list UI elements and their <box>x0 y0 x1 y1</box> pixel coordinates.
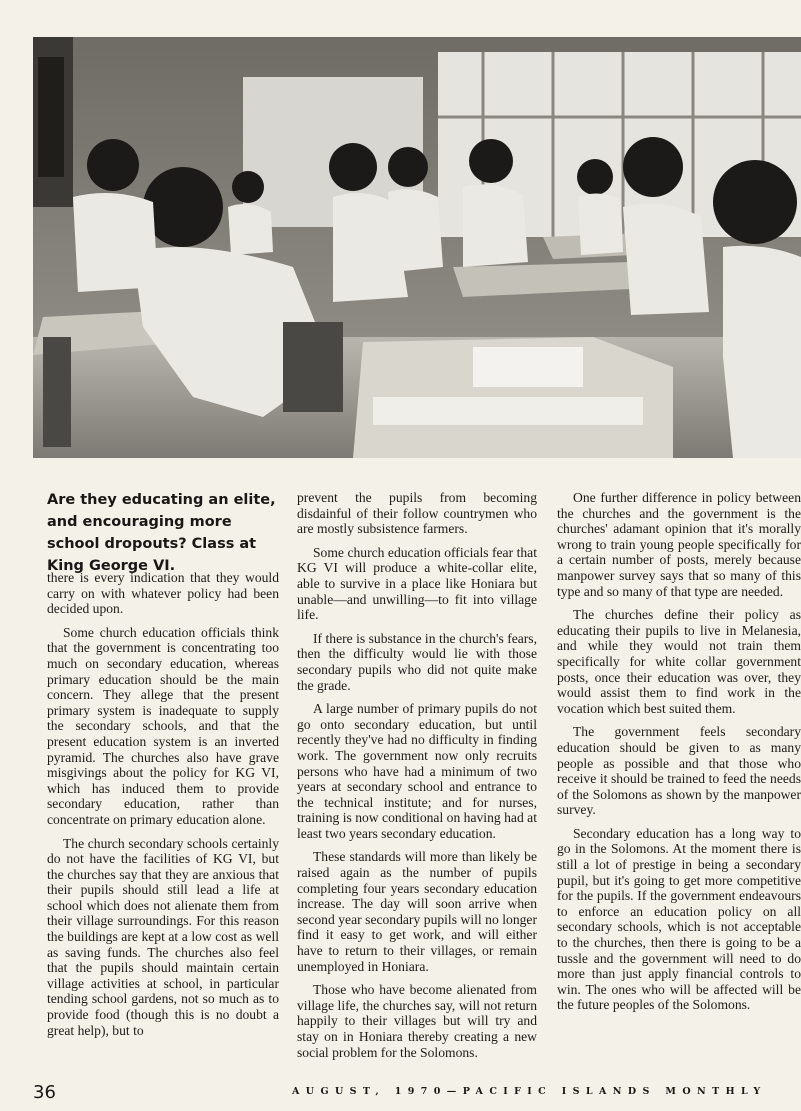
paragraph: The government feels secondary education should be given to as many people as possible and that those who receive it should be trained to feed the needs of the Solomons as shown by the manpower survey. <box>557 724 801 818</box>
paragraph: The churches define their policy as educating their pupils to live in Melanesia, and while they would not train them specifically for white collar government posts, once their education was over, they would assist them to find work in the vocation which best suited them. <box>557 607 801 716</box>
page-number: 36 <box>33 1082 56 1103</box>
paragraph: One further difference in policy between the churches and the government is the churches' adamant opinion that it's morally wrong to train young people specifically for a certain number of posts, merely because manpower survey says that so many of this type and so many of that type are needed. <box>557 490 801 599</box>
paragraph: A large number of primary pupils do not go onto secondary education, but until recently they've had no difficulty in finding work. The government now only recruits persons who have had a minimum of two years at secondary school and entrance to the technical institute; and for nurses, training is now conditional on having had at least two years secondary education. <box>297 701 537 841</box>
paragraph: The church secondary schools certainly do not have the facilities of KG VI, but the churches say that they are anxious that their pupils should still lead a life at school which does not alienate them from their village surroundings. For this reason the buildings are kept at a low cost as well as saving funds. The churches also feel that the pupils should maintain certain village activities at school, in particular tending school gardens, not so much as to provide food (though this is no doubt a great help), but to <box>47 835 279 1038</box>
paragraph: there is every indication that they would carry on with whatever policy had been decided upon. <box>47 570 279 617</box>
paragraph: These standards will more than likely be raised again as the number of pupils completing four years secondary education increase. The day will soon arrive when second year secondary pupils will no longer find it easy to get work, and will either have to return to their villages, or remain unemployed in Honiara. <box>297 849 537 974</box>
paragraph: prevent the pupils from becoming disdainful of their follow countrymen who are mostly subsistence farmers. <box>297 490 537 537</box>
paragraph: Secondary education has a long way to go in the Solomons. At the moment there is still a lot of prestige in being a secondary pupil, but it's going to get more competitive for the pupils. If the government endeavours to enforce an education policy on all secondary schools, which is not acceptable to the churches, then there is going to be a tussle and the government will need to do more than just apply financial controls to win. The ones who will be affected will be the future peoples of the Solomons. <box>557 825 801 1013</box>
article-column-1 <box>47 570 279 1046</box>
article-column-2 <box>297 490 537 1068</box>
classroom-photo-illustration <box>33 37 801 458</box>
paragraph: Those who have become alienated from village life, the churches say, will not return happily to their villages but will try and stay on in Honiara thereby creating a new social problem for the Solomons. <box>297 982 537 1060</box>
classroom-photo <box>33 37 801 458</box>
running-head: AUGUST, 1970—PACIFIC ISLANDS MONTHLY <box>292 1086 767 1097</box>
photo-caption: Are they educating an elite, and encouraging more school dropouts? Class at King George VI. <box>47 492 276 574</box>
paragraph: Some church education officials think that the government is concentrating too much on secondary education, whereas primary education should be the main concern. They allege that the present primary system is inadequate to supply the secondary schools, and that the present education system is an inverted pyramid. The churches also have grave misgivings about the policy for KG VI, which has induced them to provide secondary education, rather than concentrate on primary education alone. <box>47 624 279 827</box>
page-footer <box>0 1078 801 1108</box>
paragraph: Some church education officials fear that KG VI will produce a white-collar elite, able to survive in a place like Honiara but unable—and unwilling—to fit into village life. <box>297 544 537 623</box>
article-column-3 <box>557 490 801 1021</box>
paragraph: If there is substance in the church's fears, then the difficulty would lie with those secondary pupils who did not quite make the grade. <box>297 630 537 693</box>
